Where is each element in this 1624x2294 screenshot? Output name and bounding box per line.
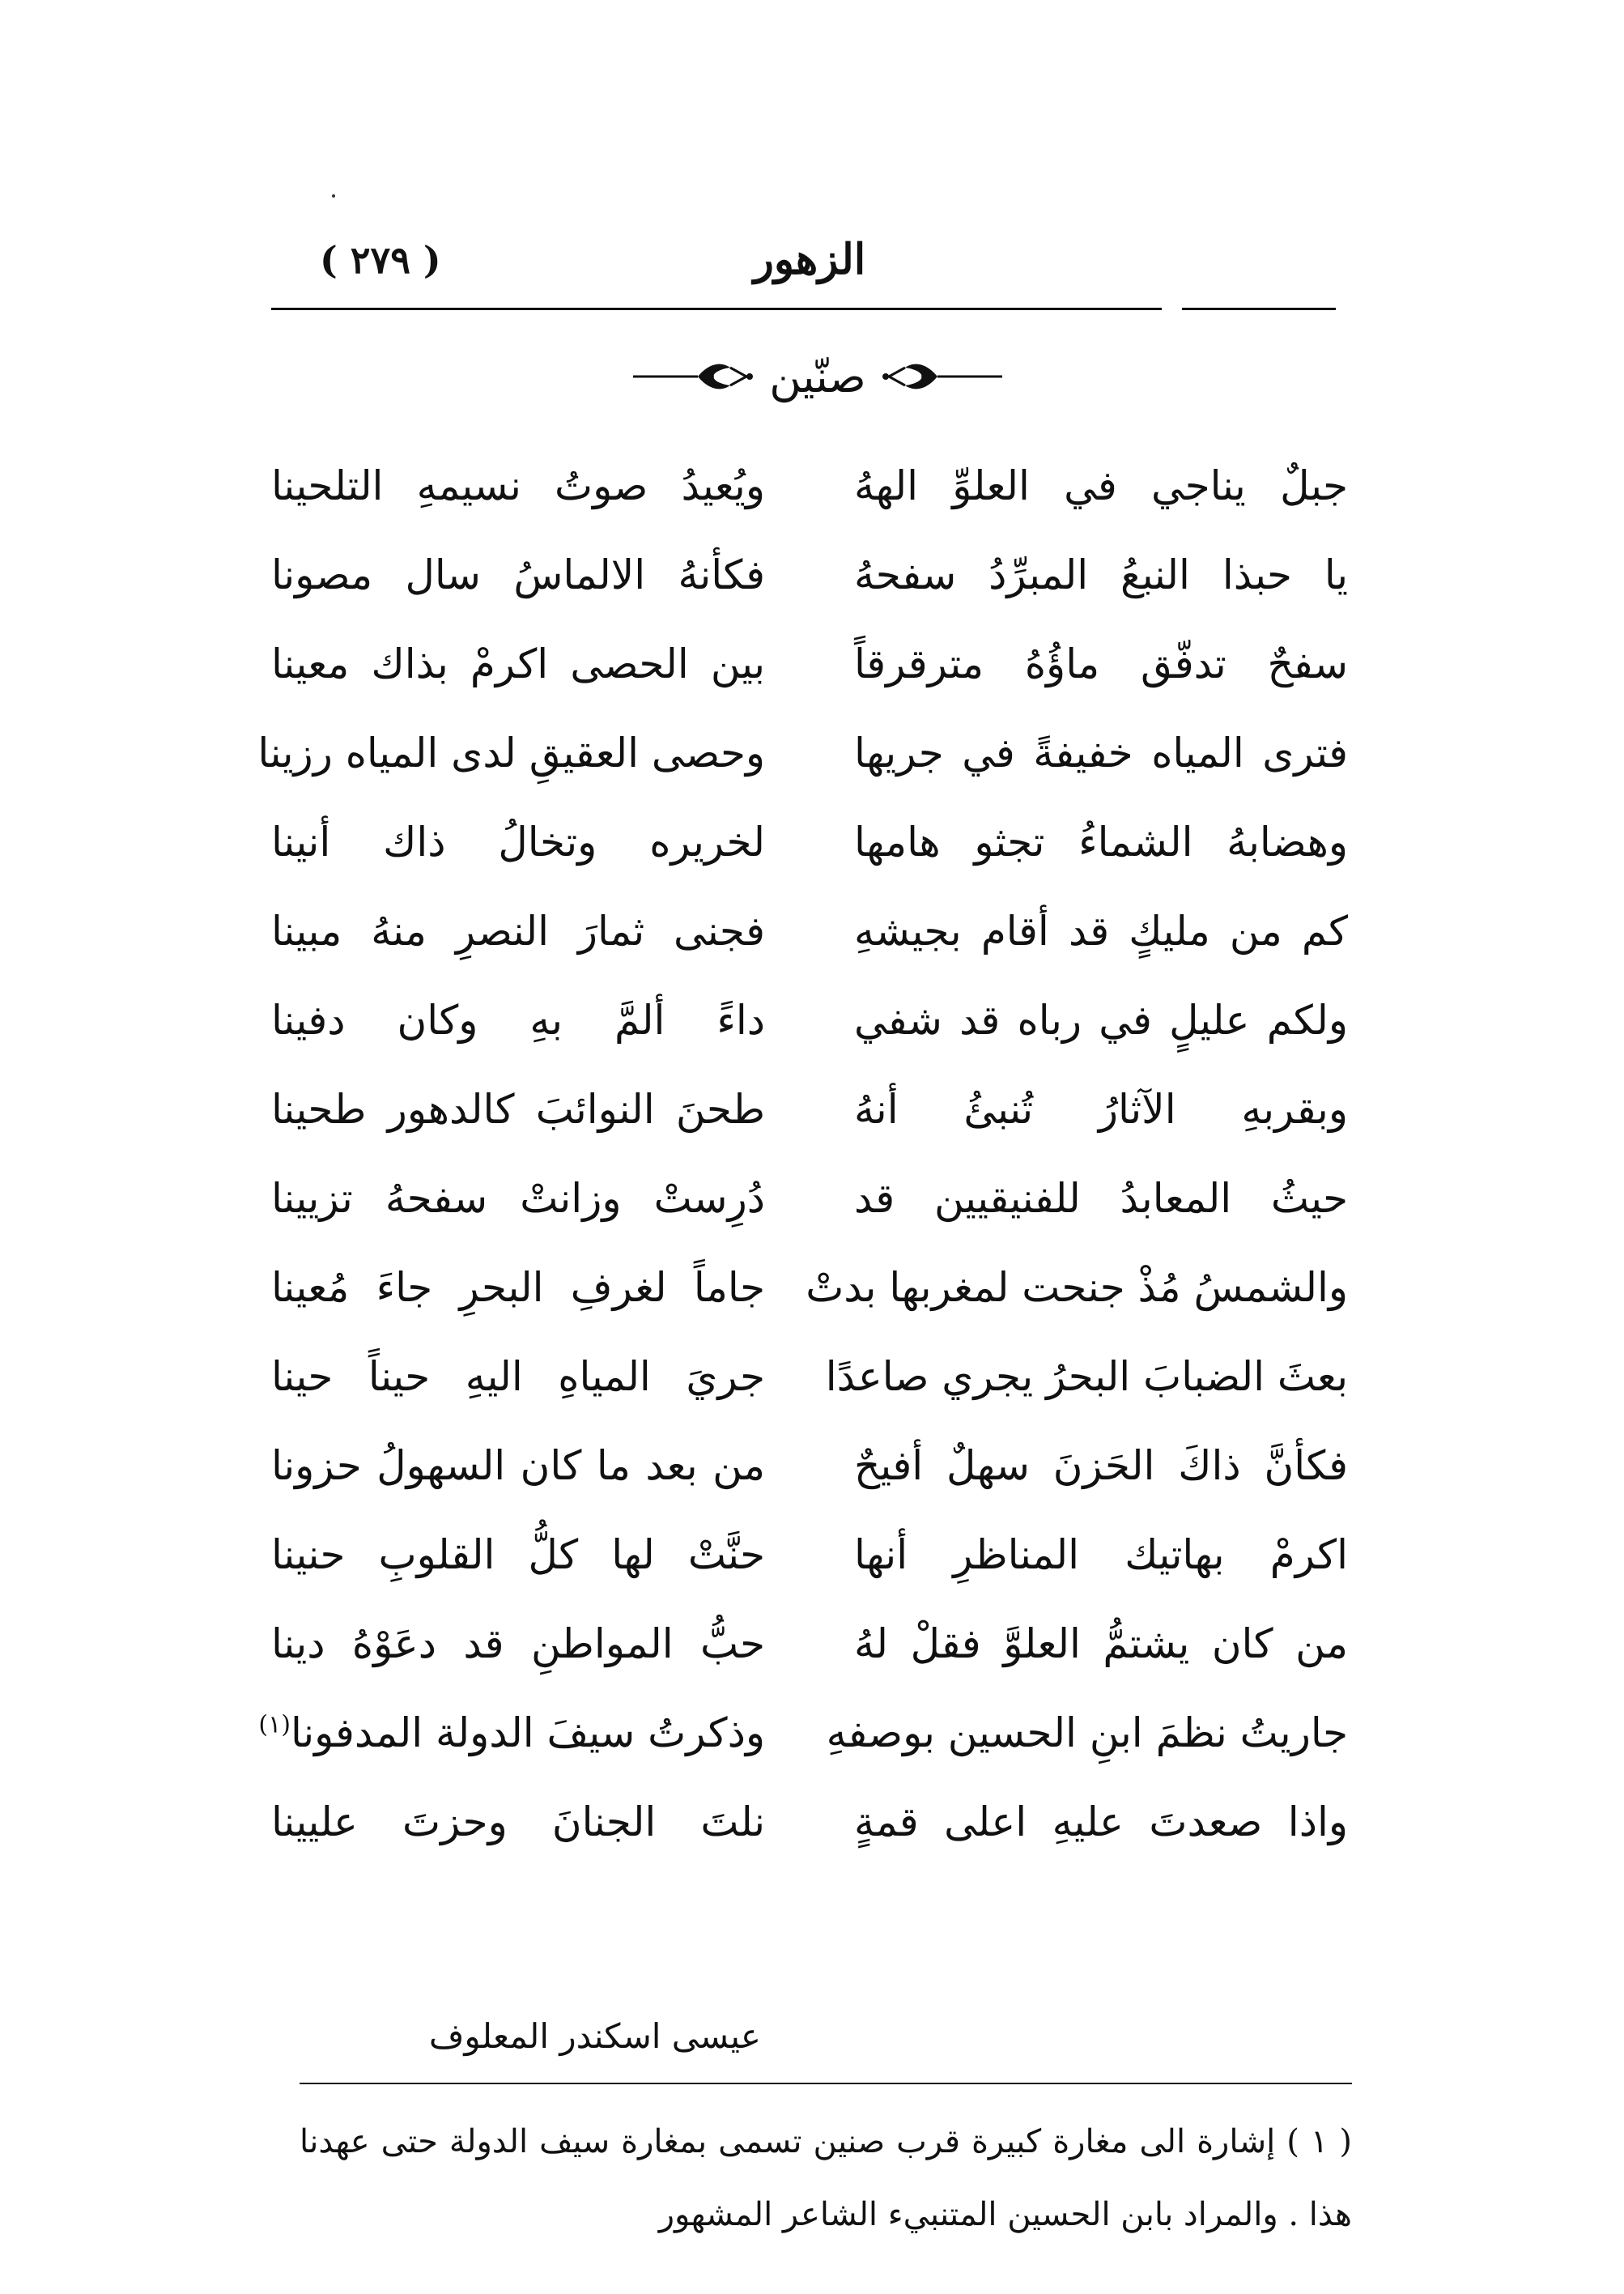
hemistich-first: واذا صعدتَ عليهِ اعلى قمةٍ <box>854 1798 1348 1845</box>
hemistich-first: فترى المياه خفيفةً في جريها <box>854 730 1348 777</box>
hemistich-second-text: وذكرتُ سيفَ الدولة المدفونا <box>290 1709 765 1756</box>
hemistich-first: جبلٌ يناجي في العلوِّ الههُ <box>854 462 1348 509</box>
hemistich-second: ويُعيدُ صوتُ نسيمهِ التلحينا <box>271 462 765 509</box>
poem-title-text: صنّين <box>769 351 866 402</box>
hemistich-first: كم من مليكٍ قد أقام بجيشهِ <box>854 908 1348 955</box>
hemistich-second: حبُّ المواطنِ قد دعَوْهُ دينا <box>271 1620 765 1667</box>
hemistich-second: فكأنهُ الالماسُ سال مصونا <box>271 551 765 598</box>
verse-row <box>271 1065 1348 1154</box>
footnote-marker: (١) <box>258 1710 291 1739</box>
verse-row <box>271 976 1348 1065</box>
hemistich-second: نلتَ الجنانَ وحزتَ عليينا <box>271 1798 765 1845</box>
page-header <box>271 235 1348 300</box>
hemistich-second: فجنى ثمارَ النصرِ منهُ مبينا <box>271 908 765 955</box>
hemistich-second: حنَّتْ لها كلُّ القلوبِ حنينا <box>271 1531 765 1578</box>
ornament-left-icon <box>633 358 755 395</box>
hemistich-first: ولكم عليلٍ في رباه قد شفي <box>854 997 1348 1044</box>
hemistich-first: من كان يشتمُّ العلوَّ فقلْ لهُ <box>854 1620 1348 1667</box>
hemistich-first: بعثَ الضبابَ البحرُ يجري صاعدًا <box>825 1353 1348 1400</box>
header-rule <box>271 308 1162 310</box>
hemistich-first: وبقربهِ الآثارُ تُنبئُ أنهُ <box>854 1086 1348 1133</box>
hemistich-first: اكرمْ بهاتيك المناظرِ أنها <box>854 1531 1348 1578</box>
verse-row <box>271 441 1348 530</box>
hemistich-first: والشمسُ مُذْ جنحت لمغربها بدتْ <box>806 1264 1348 1311</box>
hemistich-second: جاماً لغرفِ البحرِ جاءَ مُعينا <box>271 1264 765 1311</box>
verse-row <box>271 1510 1348 1599</box>
hemistich-first: يا حبذا النبعُ المبرِّدُ سفحهُ <box>854 551 1348 598</box>
verse-row <box>271 1421 1348 1510</box>
verse-row <box>271 887 1348 976</box>
verse-row <box>271 530 1348 619</box>
hemistich-second: طحنَ النوائبَ كالدهور طحينا <box>271 1086 765 1133</box>
hemistich-first: حيثُ المعابدُ للفنيقيين قد <box>854 1175 1348 1222</box>
hemistich-second: دُرِستْ وزانتْ سفحهُ تزيينا <box>271 1175 765 1222</box>
poem-title <box>567 340 1069 413</box>
footnote-rule <box>300 2083 1352 2084</box>
verse-row <box>257 709 1348 798</box>
verse-row <box>271 1243 1348 1332</box>
hemistich-second: بين الحصى اكرمْ بذاك معينا <box>271 641 765 687</box>
verse-row <box>271 1777 1348 1866</box>
hemistich-second: داءً ألمَّ بهِ وكان دفينا <box>271 997 765 1044</box>
hemistich-first: وهضابهُ الشماءُ تجثو هامها <box>854 819 1348 866</box>
hemistich-first: فكأنَّ ذاكَ الحَزنَ سهلٌ أفيحٌ <box>854 1442 1348 1489</box>
verse-row <box>271 1332 1348 1421</box>
hemistich-second <box>258 1709 765 1756</box>
hemistich-second: جريَ المياهِ اليهِ حيناً حينا <box>271 1353 765 1400</box>
hemistich-second: لخريره وتخالُ ذاك أنينا <box>271 819 765 866</box>
hemistich-second: من بعد ما كان السهولُ حزونا <box>271 1442 765 1489</box>
verse-row <box>271 1599 1348 1688</box>
running-title: الزهور <box>753 235 866 284</box>
hemistich-first: سفحٌ تدفّق ماؤُهُ مترقرقاً <box>854 641 1348 687</box>
poet-name: عيسى اسكندر المعلوف <box>428 2016 761 2056</box>
verse-row <box>271 798 1348 887</box>
verse-row <box>258 1688 1348 1777</box>
hemistich-second: وحصى العقيقِ لدى المياه رزينا <box>257 730 765 777</box>
ornament-right-icon <box>881 358 1002 395</box>
footnote: ( ١ ) إشارة الى مغارة كبيرة قرب صنين تسمى بمغارة سيف الدولة حتى عهدنا هذا . والمراد بابن الحسين المتنبيء الشاعر المشهور <box>300 2123 1352 2233</box>
print-speck <box>332 194 335 198</box>
verse-row <box>271 1154 1348 1243</box>
hemistich-first: جاريتُ نظمَ ابنِ الحسين بوصفهِ <box>826 1709 1348 1756</box>
page-number: ( ٢٧٩ ) <box>320 238 441 282</box>
verse-row <box>271 619 1348 709</box>
poem-body <box>257 441 1348 1866</box>
header-rule-short <box>1182 308 1336 310</box>
